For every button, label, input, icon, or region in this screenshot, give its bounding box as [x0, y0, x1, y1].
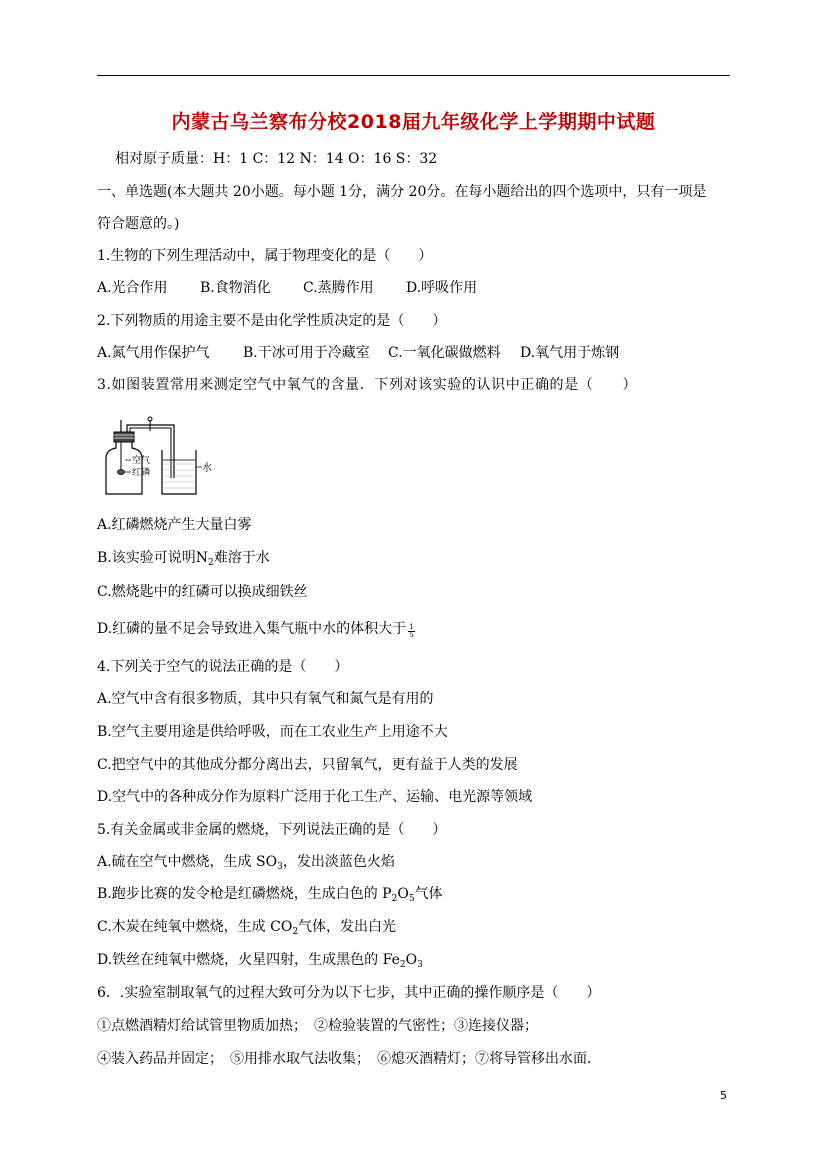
option-3a: A.红磷燃烧产生大量白雾 — [97, 517, 252, 533]
option-5c — [97, 919, 396, 935]
option-5d-text: D.铁丝在纯氧中燃烧，火星四射，生成黑色的 Fe — [97, 952, 400, 968]
option-5a-text-end: ，发出淡蓝色火焰 — [282, 854, 395, 870]
section-intro-line-2: 符合题意的。) — [97, 216, 180, 232]
option-4a: A.空气中含有很多物质，其中只有氧气和氮气是有用的 — [97, 691, 434, 707]
option-5c-text: C.木炭在纯氧中燃烧，生成 CO — [97, 919, 293, 935]
option-5d-oxygen: O — [405, 952, 418, 968]
option-4d: D.空气中的各种成分作为原料广泛用于化工生产、运输、电光源等领域 — [97, 789, 533, 805]
question-1-options — [97, 280, 477, 296]
option-2b: B.干冰可用于冷藏室 — [243, 345, 370, 361]
option-2a: A.氮气用作保护气 — [97, 345, 210, 361]
label-water: 水 — [202, 463, 212, 474]
option-5c-subscript: 2 — [292, 927, 299, 937]
option-1c: C.蒸腾作用 — [303, 280, 374, 296]
option-3d-text: D.红磷的量不足会导致进入集气瓶中水的体积大于 — [97, 621, 407, 637]
question-4-stem: 4.下列关于空气的说法正确的是（ ） — [97, 659, 349, 675]
label-air: 空气 — [132, 456, 151, 466]
question-6-stem: 6．.实验室制取氧气的过程大致可分为以下七步，其中正确的操作顺序是（ ） — [97, 985, 601, 1001]
option-5a-subscript: 3 — [277, 862, 283, 872]
page-number: 5 — [720, 1089, 727, 1102]
fraction-one-fifth — [408, 624, 414, 639]
option-3c: C.燃烧匙中的红磷可以换成细铁丝 — [97, 584, 308, 600]
page-title: 内蒙古乌兰察布分校2018届九年级化学上学期期中试题 — [171, 111, 656, 133]
label-phosphorus: 红磷 — [132, 468, 151, 478]
option-3b-text: B.该实验可说明N — [97, 550, 208, 566]
option-3b-text-end: 难溶于水 — [213, 550, 270, 566]
fraction-numerator: 1 — [409, 623, 414, 631]
option-5a-text: A.硫在空气中燃烧，生成 SO — [97, 854, 278, 870]
option-1b: B.食物消化 — [200, 280, 271, 296]
question-6-steps-line-2: ④装入药品并固定； ⑤用排水取气法收集； ⑥熄灭酒精灯；⑦将导管移出水面． — [97, 1051, 601, 1067]
option-3d — [97, 621, 415, 639]
option-1d: D.呼吸作用 — [406, 280, 478, 296]
option-5b-text-end: 气体 — [414, 886, 443, 902]
option-5d-subscript-1: 2 — [399, 960, 406, 970]
question-2-options — [97, 345, 619, 361]
section-intro-line-1: 一、单选题(本大题共 20小题。每小题 1分，满分 20分。在每小题给出的四个选项中，只有一项是 — [97, 184, 707, 200]
question-5-stem: 5.有关金属或非金属的燃烧，下列说法正确的是（ ） — [97, 822, 447, 838]
option-4c: C.把空气中的其他成分都分离出去，只留氧气，更有益于人类的发展 — [97, 757, 518, 773]
option-1a: A.光合作用 — [97, 280, 168, 296]
option-3b — [97, 550, 270, 566]
header-rule — [97, 75, 730, 76]
option-5d-subscript-2: 3 — [417, 960, 423, 970]
fraction-denominator: 5 — [409, 631, 414, 639]
option-2d: D.氧气用于炼钢 — [520, 345, 620, 361]
question-6-steps-line-1: ①点燃酒精灯给试管里物质加热； ②检验装置的气密性；③连接仪器； — [97, 1018, 538, 1034]
option-5b-subscript-1: 2 — [391, 894, 398, 904]
option-5b — [97, 886, 443, 902]
apparatus-diagram — [100, 410, 230, 500]
option-5c-text-end: 气体，发出白光 — [298, 919, 397, 935]
option-4b: B.空气主要用途是供给呼吸，而在工农业生产上用途不大 — [97, 724, 448, 740]
option-5a — [97, 854, 395, 870]
question-2-stem: 2.下列物质的用途主要不是由化学性质决定的是（ ） — [97, 313, 447, 329]
atomic-mass-line: 相对原子质量：H：1 C：12 N：14 O：16 S：32 — [115, 151, 438, 167]
question-1-stem: 1.生物的下列生理活动中，属于物理变化的是（ ） — [97, 248, 433, 264]
option-2c: C.一氧化碳做燃料 — [388, 345, 501, 361]
option-5b-subscript-2: 5 — [408, 894, 415, 904]
option-3b-subscript: 2 — [208, 558, 214, 568]
option-5b-oxygen: O — [397, 886, 409, 902]
option-5d — [97, 952, 423, 968]
question-3-stem: 3.如图装置常用来测定空气中氧气的含量．下列对该实验的认识中正确的是（ ） — [97, 377, 638, 393]
option-5b-text: B.跑步比赛的发令枪是红磷燃烧，生成白色的 P — [97, 886, 392, 902]
